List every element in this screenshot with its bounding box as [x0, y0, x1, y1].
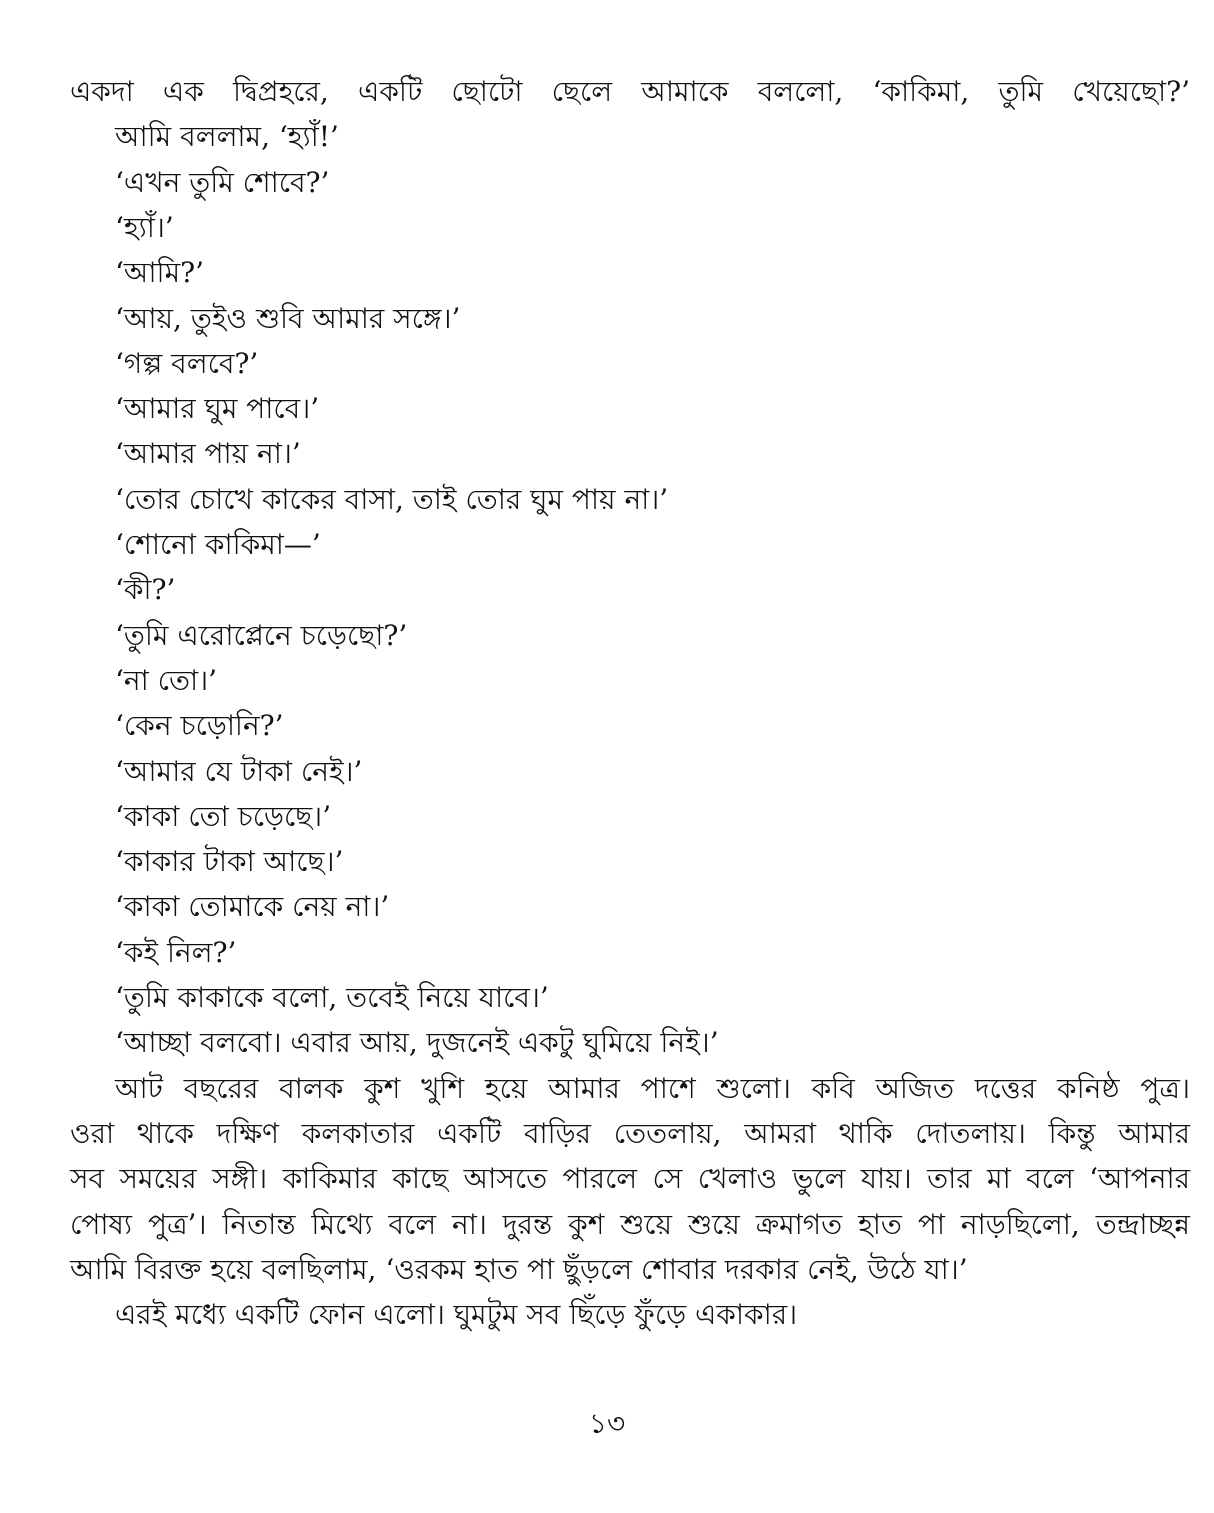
text-line: ‘আচ্ছা বলবো। এবার আয়, দুজনেই একটু ঘুমিয়ে নিই।’: [115, 1026, 719, 1060]
text-line: আট বছরের বালক কুশ খুশি হয়ে আমার পাশে শুলো। কবি অজিত দত্তের কনিষ্ঠ পুত্র।: [115, 1071, 1190, 1105]
text-line: ‘কাকার টাকা আছে।’: [115, 845, 344, 879]
text-line: ‘কাকা তোমাকে নেয় না।’: [115, 890, 390, 924]
text-line: ‘তোর চোখে কাকের বাসা, তাই তোর ঘুম পায় না।’: [115, 482, 669, 516]
text-line: ‘শোনো কাকিমা—’: [115, 528, 321, 561]
text-line: ‘আমার ঘুম পাবে।’: [115, 392, 320, 426]
text-line: ‘আমি?’: [115, 256, 205, 290]
text-line: ‘আয়, তুইও শুবি আমার সঙ্গে।’: [115, 301, 461, 335]
page-number: ১৩: [588, 1407, 626, 1440]
text-line: ‘হ্যাঁ।’: [115, 210, 174, 244]
text-line: সব সময়ের সঙ্গী। কাকিমার কাছে আসতে পারলে সে খেলাও ভুলে যায়। তার মা বলে ‘আপনার: [70, 1162, 1190, 1196]
text-line: ‘গল্প বলবে?’: [115, 346, 259, 380]
text-line: আমি বললাম, ‘হ্যাঁ!’: [115, 120, 339, 154]
text-line: ‘এখন তুমি শোবে?’: [115, 165, 330, 199]
text-line: ‘কেন চড়োনি?’: [115, 709, 284, 743]
text-line: ‘কই নিল?’: [115, 935, 237, 969]
text-line: এরই মধ্যে একটি ফোন এলো। ঘুমটুম সব ছিঁড়ে ফুঁড়ে একাকার।: [115, 1298, 798, 1332]
text-line: ‘আমার যে টাকা নেই।’: [115, 754, 363, 788]
text-line: ‘তুমি এরোপ্লেনে চড়েছো?’: [115, 618, 408, 652]
text-line: ওরা থাকে দক্ষিণ কলকাতার একটি বাড়ির তেতলায়, আমরা থাকি দোতলায়। কিন্তু আমার: [70, 1116, 1190, 1150]
text-line: আমি বিরক্ত হয়ে বলছিলাম, ‘ওরকম হাত পা ছুঁড়লে শোবার দরকার নেই, উঠে যা।’: [70, 1252, 968, 1286]
text-line: ‘না তো।’: [115, 663, 218, 697]
text-line: ‘আমার পায় না।’: [115, 437, 301, 471]
text-line: ‘তুমি কাকাকে বলো, তবেই নিয়ে যাবে।’: [115, 981, 549, 1014]
text-line: ‘কাকা তো চড়েছে।’: [115, 799, 332, 833]
text-line: একদা এক দ্বিপ্রহরে, একটি ছোটো ছেলে আমাকে বললো, ‘কাকিমা, তুমি খেয়েছো?’: [70, 75, 1190, 108]
text-line: ‘কী?’: [115, 573, 176, 607]
text-line: পোষ্য পুত্র’। নিতান্ত মিথ্যে বলে না। দুরন্ত কুশ শুয়ে শুয়ে ক্রমাগত হাত পা নাড়ছিলো, তন্দ্রাচ্ছন্ন: [70, 1207, 1190, 1241]
